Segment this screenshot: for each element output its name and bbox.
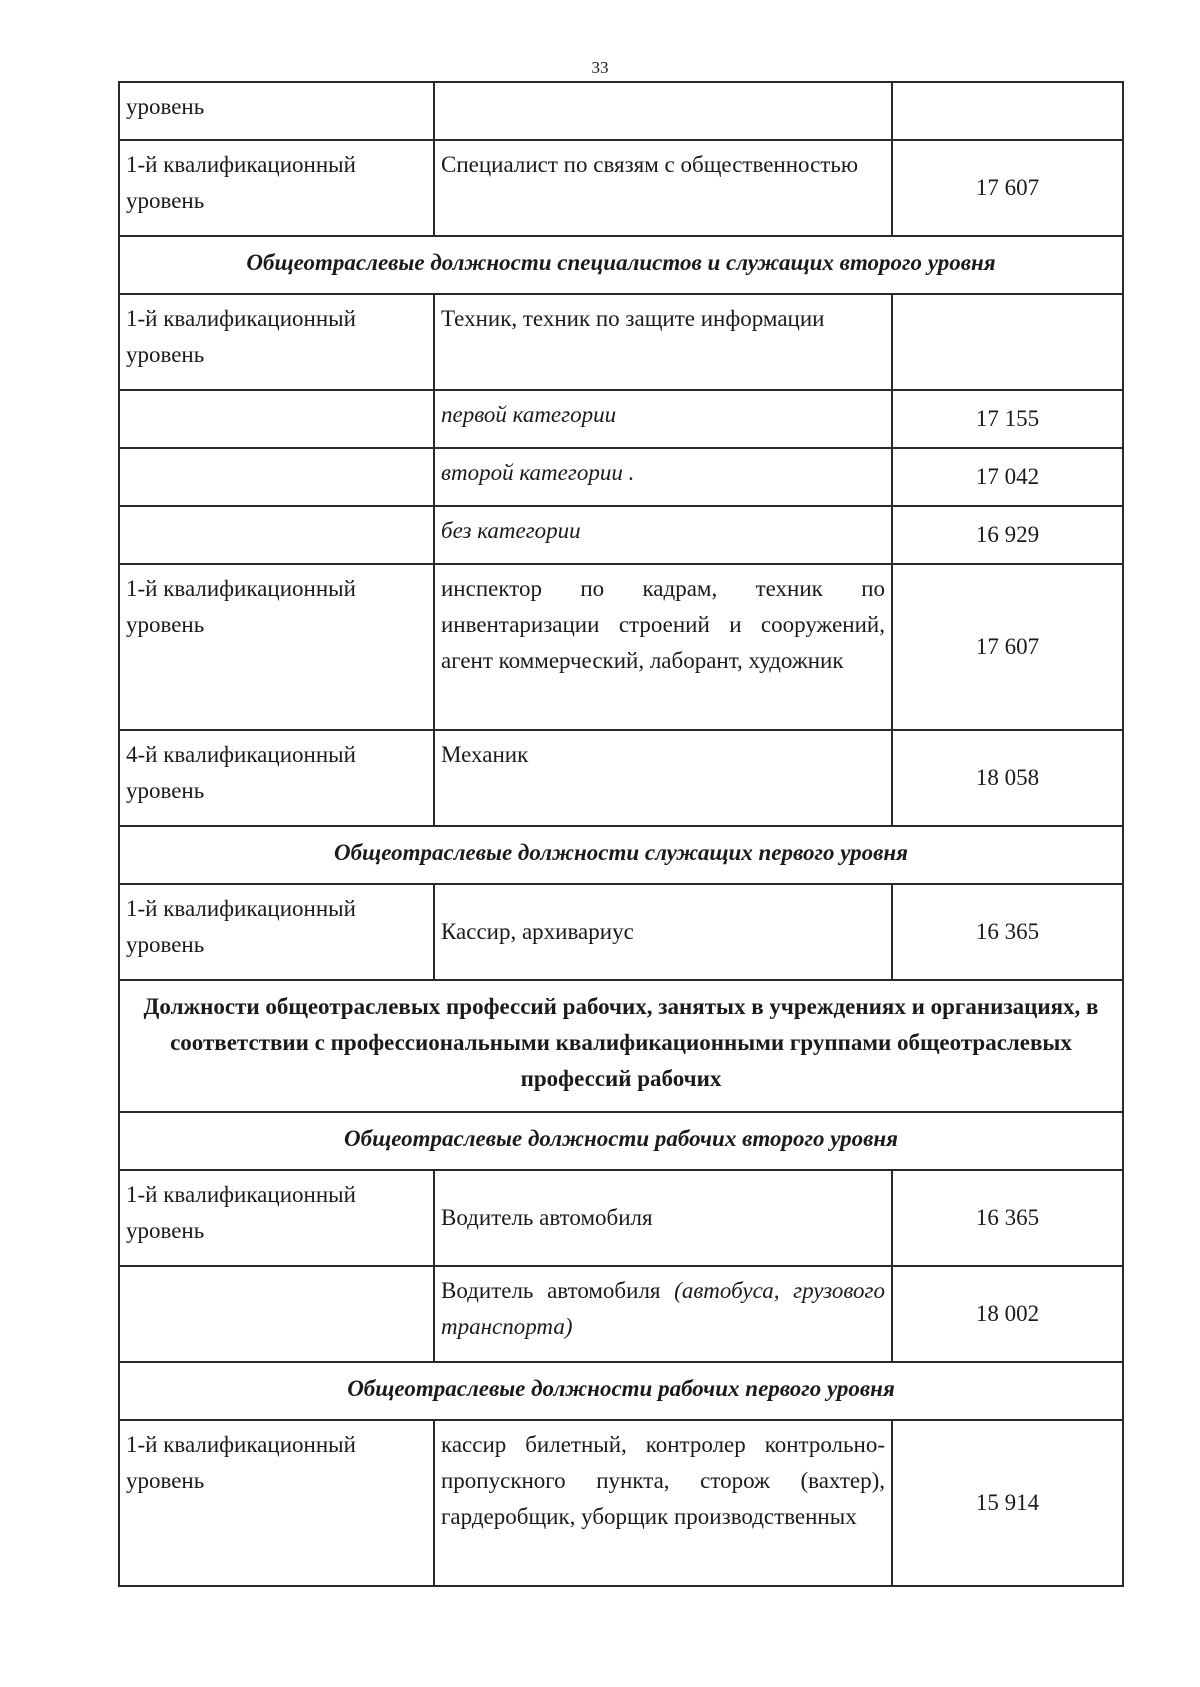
table-row xyxy=(119,294,1123,390)
salary-cell: 17 607 xyxy=(892,140,1123,236)
qualification-level-cell: 1-й квалификационный уровень xyxy=(119,294,434,390)
table-row xyxy=(119,1420,1123,1586)
section-heading: Общеотраслевые должности рабочих первого уровня xyxy=(119,1362,1123,1420)
position-cell: первой категории xyxy=(434,390,892,448)
qualification-level-cell xyxy=(119,448,434,506)
salary-table-body xyxy=(119,82,1123,1586)
section-heading: Общеотраслевые должности служащих первого уровня xyxy=(119,826,1123,884)
table-row xyxy=(119,564,1123,730)
position-note: (автобуса, грузового транспорта) xyxy=(441,1278,885,1339)
position-cell: без категории xyxy=(434,506,892,564)
section-heading: Общеотраслевые должности рабочих второго уровня xyxy=(119,1112,1123,1170)
salary-cell xyxy=(892,82,1123,140)
section-heading-row xyxy=(119,826,1123,884)
page-number: 33 xyxy=(591,58,609,77)
salary-cell: 16 365 xyxy=(892,884,1123,980)
position-cell: Водитель автомобиля xyxy=(434,1170,892,1266)
salary-cell: 17 042 xyxy=(892,448,1123,506)
qualification-level-cell: уровень xyxy=(119,82,434,140)
salary-cell: 18 058 xyxy=(892,730,1123,826)
qualification-level-cell: 1-й квалификационный уровень xyxy=(119,884,434,980)
section-heading-row xyxy=(119,236,1123,294)
position-cell: Кассир, архивариус xyxy=(434,884,892,980)
position-cell: кассир билетный, контролер контрольно-пропускного пункта, сторож (вахтер), гардеробщик, уборщик производственных xyxy=(434,1420,892,1586)
position-cell: Механик xyxy=(434,730,892,826)
salary-cell: 17 155 xyxy=(892,390,1123,448)
table-row xyxy=(119,506,1123,564)
position-cell: Специалист по связям с общественностью xyxy=(434,140,892,236)
table-row xyxy=(119,884,1123,980)
table-row xyxy=(119,140,1123,236)
table-row xyxy=(119,1266,1123,1362)
qualification-level-cell: 1-й квалификационный уровень xyxy=(119,140,434,236)
salary-cell: 16 929 xyxy=(892,506,1123,564)
salary-cell xyxy=(892,294,1123,390)
major-heading: Должности общеотраслевых профессий рабочих, занятых в учреждениях и организациях, в соответствии с профессиональными квалификационными группами общеотраслевых профессий рабочих xyxy=(119,980,1123,1112)
position-cell: Техник, техник по защите информации xyxy=(434,294,892,390)
qualification-level-cell xyxy=(119,1266,434,1362)
major-heading-row xyxy=(119,980,1123,1112)
salary-cell: 17 607 xyxy=(892,564,1123,730)
salary-table xyxy=(118,81,1124,1587)
position-cell xyxy=(434,82,892,140)
position-cell: инспектор по кадрам, техник по инвентаризации строений и сооружений, агент коммерческий, лаборант, художник xyxy=(434,564,892,730)
section-heading-row xyxy=(119,1362,1123,1420)
salary-cell: 18 002 xyxy=(892,1266,1123,1362)
section-heading-row xyxy=(119,1112,1123,1170)
table-row xyxy=(119,448,1123,506)
salary-cell: 16 365 xyxy=(892,1170,1123,1266)
qualification-level-cell: 1-й квалификационный уровень xyxy=(119,564,434,730)
qualification-level-cell: 4-й квалификационный уровень xyxy=(119,730,434,826)
salary-cell: 15 914 xyxy=(892,1420,1123,1586)
section-heading: Общеотраслевые должности специалистов и служащих второго уровня xyxy=(119,236,1123,294)
qualification-level-cell xyxy=(119,506,434,564)
table-row xyxy=(119,1170,1123,1266)
table-row xyxy=(119,82,1123,140)
qualification-level-cell xyxy=(119,390,434,448)
table-row xyxy=(119,730,1123,826)
qualification-level-cell: 1-й квалификационный уровень xyxy=(119,1420,434,1586)
table-row xyxy=(119,390,1123,448)
position-cell: Водитель автомобиля (автобуса, грузового транспорта) xyxy=(434,1266,892,1362)
position-cell: второй категории . xyxy=(434,448,892,506)
qualification-level-cell: 1-й квалификационный уровень xyxy=(119,1170,434,1266)
